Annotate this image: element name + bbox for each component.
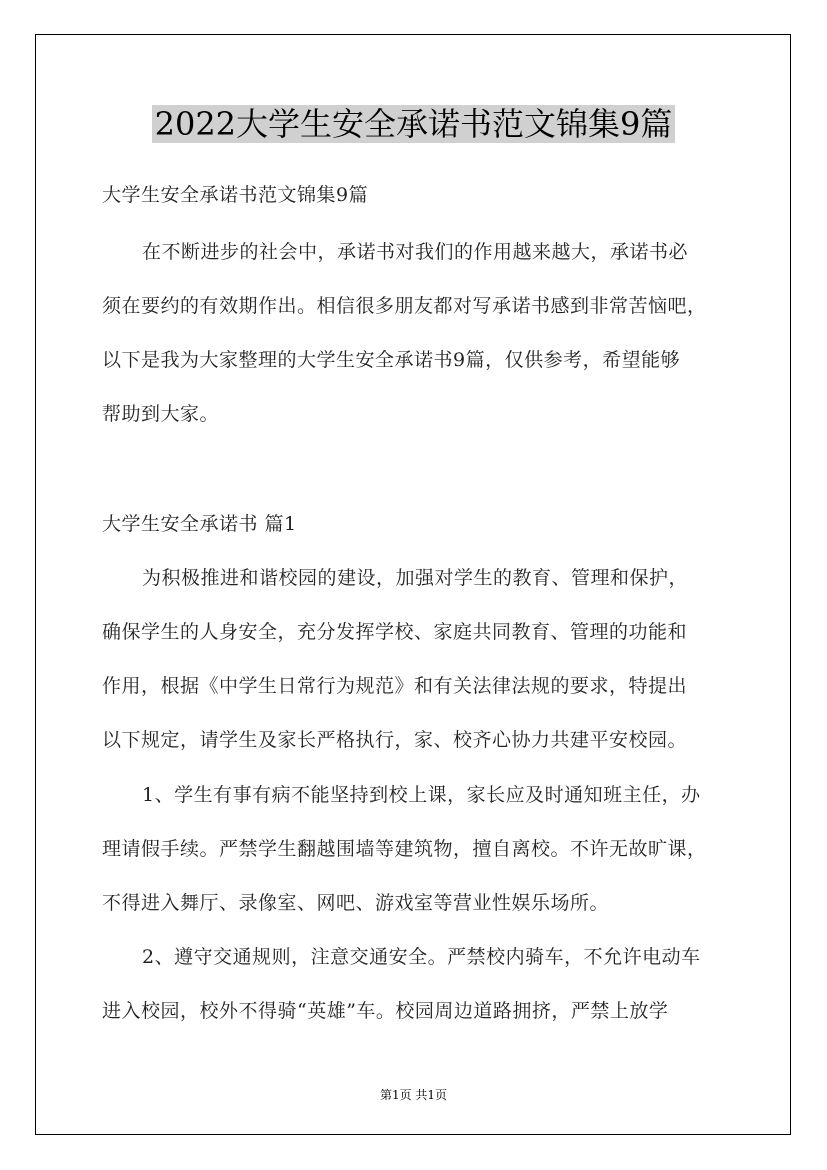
section1-para1-line4: 以下规定，请学生及家长严格执行，家、校齐心协力共建平安校园。 <box>102 729 688 751</box>
document-title <box>0 102 827 146</box>
intro-line-2: 须在要约的有效期作出。相信很多朋友都对写承诺书感到非常苦恼吧， <box>102 295 707 317</box>
section1-para1-line3: 作用，根据《中学生日常行为规范》和有关法律法规的要求，特提出 <box>102 675 688 697</box>
section1-item1-line2: 理请假手续。严禁学生翻越围墙等建筑物，擅自离校。不许无故旷课， <box>102 838 707 860</box>
section1-item2-line1: 2、遵守交通规则，注意交通安全。严禁校内骑车，不允许电动车 <box>142 946 701 968</box>
intro-line-4: 帮助到大家。 <box>102 403 220 425</box>
section1-para1-line2: 确保学生的人身安全，充分发挥学校、家庭共同教育、管理的功能和 <box>102 621 688 643</box>
subtitle-line: 大学生安全承诺书范文锦集9篇 <box>102 184 369 206</box>
document-title-text: 2022大学生安全承诺书范文锦集9篇 <box>152 105 676 143</box>
section1-item1-line3: 不得进入舞厅、录像室、网吧、游戏室等营业性娱乐场所。 <box>102 892 610 914</box>
intro-line-3: 以下是我为大家整理的大学生安全承诺书9篇，仅供参考，希望能够 <box>102 349 681 371</box>
section1-para1-line1: 为积极推进和谐校园的建设，加强对学生的教育、管理和保护， <box>142 567 689 589</box>
page-footer: 第1页 共1页 <box>379 1088 448 1102</box>
section1-item2-line2: 进入校园，校外不得骑“英雄”车。校园周边道路拥挤，严禁上放学 <box>102 1000 669 1022</box>
intro-line-1: 在不断进步的社会中，承诺书对我们的作用越来越大，承诺书必 <box>142 241 689 263</box>
section1-item1-line1: 1、学生有事有病不能坚持到校上课，家长应及时通知班主任，办 <box>142 784 701 806</box>
section-heading-1: 大学生安全承诺书 篇1 <box>102 513 297 535</box>
